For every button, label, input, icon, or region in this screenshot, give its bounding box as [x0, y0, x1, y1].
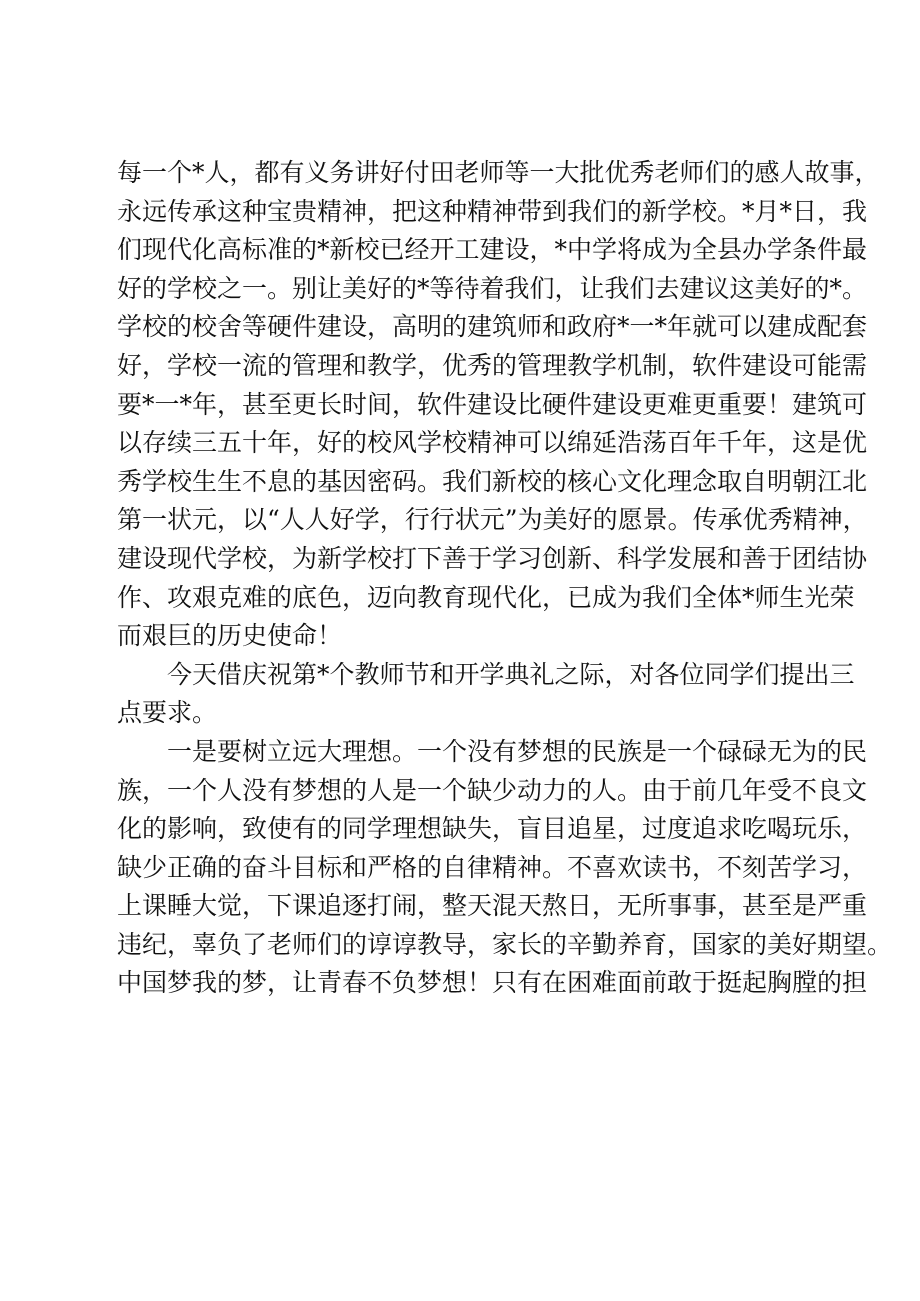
text-line: 化的影响，致使有的同学理想缺失，盲目追星，过度追求吃喝玩乐，: [117, 814, 868, 844]
text-line: 以存续三五十年，好的校风学校精神可以绵延浩荡百年千年，这是优: [117, 428, 868, 458]
paragraph-2: [117, 656, 855, 733]
text-line: 每一个*人，都有义务讲好付田老师等一大批优秀老师们的感人故事，: [117, 158, 880, 187]
text-line: 上课睡大觉，下课追逐打闹，整天混天熬日，无所事事，甚至是严重: [117, 891, 868, 921]
text-line: 好，学校一流的管理和教学，优秀的管理教学机制，软件建设可能需: [117, 350, 868, 380]
paragraph-1: [117, 154, 880, 656]
paragraph-3: [117, 733, 893, 1003]
text-line: 要*一*年，甚至更长时间，软件建设比硬件建设更难更重要！建筑可: [117, 389, 868, 419]
text-line: 族，一个人没有梦想的人是一个缺少动力的人。由于前几年受不良文: [117, 775, 868, 805]
text-line: 学校的校舍等硬件建设，高明的建筑师和政府*一*年就可以建成配套: [117, 312, 868, 342]
text-line: 建设现代学校，为新学校打下善于学习创新、科学发展和善于团结协: [117, 543, 868, 573]
text-line: 违纪，辜负了老师们的谆谆教导，家长的辛勤养育，国家的美好期望。: [117, 929, 893, 959]
text-line: 而艰巨的历史使命！: [117, 621, 343, 651]
text-line: 缺少正确的奋斗目标和严格的自律精神。不喜欢读书，不刻苦学习，: [117, 852, 868, 882]
text-line: 永远传承这种宝贵精神，把这种精神带到我们的新学校。*月*日，我: [117, 196, 868, 226]
text-line: 第一状元，以“人人好学，行行状元”为美好的愿景。传承优秀精神，: [117, 505, 868, 535]
text-line: 作、攻艰克难的底色，迈向教育现代化，已成为我们全体*师生光荣: [117, 582, 855, 612]
document-body: [117, 154, 893, 1003]
text-line: 中国梦我的梦，让青春不负梦想！只有在困难面前敢于挺起胸膛的担: [117, 968, 868, 998]
text-line: 们现代化高标准的*新校已经开工建设，*中学将成为全县办学条件最: [117, 235, 868, 265]
text-line: 点要求。: [117, 698, 218, 728]
text-line: 一是要树立远大理想。一个没有梦想的民族是一个碌碌无为的民: [167, 736, 868, 766]
text-line: 秀学校生生不息的基因密码。我们新校的核心文化理念取自明朝江北: [117, 466, 868, 496]
text-line: 好的学校之一。别让美好的*等待着我们，让我们去建议这美好的*。: [117, 273, 868, 303]
text-line: 今天借庆祝第*个教师节和开学典礼之际，对各位同学们提出三: [167, 659, 855, 689]
